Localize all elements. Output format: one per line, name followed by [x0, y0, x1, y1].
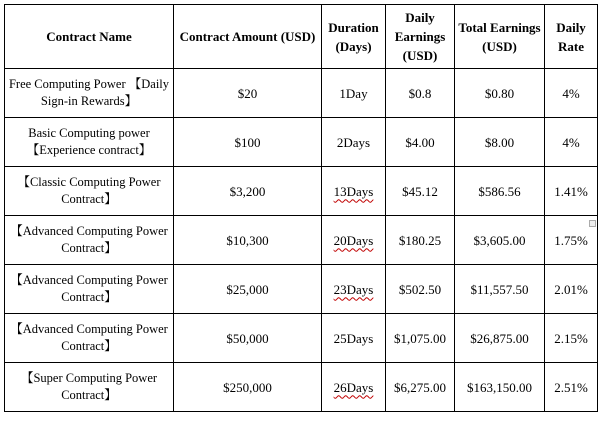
cell-daily-rate-text: 4%	[562, 85, 580, 101]
cell-total-earnings	[455, 314, 545, 363]
cell-contract-name-text: 【Super Computing Power Contract】	[20, 371, 158, 402]
header-daily-rate: Daily Rate	[545, 5, 598, 69]
cell-total-earnings	[455, 69, 545, 118]
cell-duration	[322, 118, 386, 167]
table-row	[5, 118, 598, 167]
table-body	[5, 69, 598, 412]
cell-contract-name	[5, 265, 174, 314]
cell-contract-amount-text: $100	[234, 134, 261, 150]
cell-daily-earnings-text: $6,275.00	[394, 379, 446, 395]
cell-daily-earnings	[386, 69, 455, 118]
cell-total-earnings-text: $11,557.50	[470, 281, 529, 297]
cell-contract-amount	[174, 363, 322, 412]
cell-total-earnings	[455, 167, 545, 216]
table-row	[5, 216, 598, 265]
cell-daily-earnings-text: $4.00	[405, 134, 435, 150]
header-daily-earnings: Daily Earnings (USD)	[386, 5, 455, 69]
cell-daily-earnings	[386, 118, 455, 167]
cell-duration-text: 20Days	[333, 232, 374, 248]
cell-contract-amount	[174, 118, 322, 167]
cell-daily-earnings	[386, 167, 455, 216]
cell-duration	[322, 69, 386, 118]
header-contract-amount: Contract Amount (USD)	[174, 5, 322, 69]
cell-duration	[322, 265, 386, 314]
cell-daily-earnings-text: $502.50	[398, 281, 442, 297]
table-row	[5, 69, 598, 118]
cell-contract-amount-text: $25,000	[226, 281, 269, 297]
cell-contract-name-text: 【Classic Computing Power Contract】	[17, 175, 161, 206]
cell-duration-text: 23Days	[333, 281, 374, 297]
cell-duration	[322, 363, 386, 412]
cell-daily-rate	[545, 167, 598, 216]
cell-duration-text: 26Days	[333, 379, 374, 395]
cell-contract-amount	[174, 265, 322, 314]
cell-daily-earnings	[386, 216, 455, 265]
cell-contract-name	[5, 314, 174, 363]
cell-contract-amount-text: $10,300	[226, 232, 269, 248]
cell-total-earnings	[455, 118, 545, 167]
cell-total-earnings-text: $586.56	[478, 183, 521, 199]
cell-contract-amount	[174, 69, 322, 118]
cell-daily-rate-text: 4%	[562, 134, 580, 150]
cell-contract-name-text: Free Computing Power 【Daily Sign-in Rewards】	[8, 77, 170, 108]
cell-daily-rate-text: 2.15%	[554, 330, 588, 346]
cell-contract-amount	[174, 314, 322, 363]
cell-daily-rate	[545, 118, 598, 167]
cell-contract-amount	[174, 167, 322, 216]
cell-daily-rate	[545, 69, 598, 118]
cell-total-earnings-text: $3,605.00	[473, 232, 526, 248]
cell-daily-rate-text: 2.01%	[554, 281, 588, 297]
cell-contract-name	[5, 69, 174, 118]
table-row	[5, 363, 598, 412]
cell-duration	[322, 216, 386, 265]
cell-contract-amount-text: $250,000	[223, 379, 272, 395]
cell-daily-earnings-text: $0.8	[408, 85, 432, 101]
cell-duration-text: 1Day	[339, 85, 368, 101]
cell-daily-earnings-text: $1,075.00	[394, 330, 446, 346]
resize-handle-icon[interactable]	[589, 220, 596, 227]
cell-daily-rate-text: 2.51%	[554, 379, 588, 395]
cell-daily-rate-text: 1.75%	[554, 232, 588, 248]
cell-daily-rate	[545, 265, 598, 314]
cell-daily-earnings	[386, 314, 455, 363]
cell-duration	[322, 314, 386, 363]
cell-daily-rate	[545, 314, 598, 363]
cell-contract-amount	[174, 216, 322, 265]
cell-daily-rate-text: 1.41%	[554, 183, 588, 199]
cell-contract-name	[5, 167, 174, 216]
cell-contract-name-text: 【Advanced Computing Power Contract】	[10, 273, 168, 304]
cell-total-earnings-text: $26,875.00	[470, 330, 529, 346]
cell-total-earnings-text: $8.00	[484, 134, 515, 150]
header-row	[5, 5, 598, 69]
cell-contract-name	[5, 363, 174, 412]
cell-contract-name-text: 【Advanced Computing Power Contract】	[10, 322, 168, 353]
cell-contract-amount-text: $50,000	[226, 330, 269, 346]
cell-duration-text: 25Days	[333, 330, 374, 346]
cell-daily-earnings	[386, 363, 455, 412]
table-row	[5, 167, 598, 216]
cell-contract-name-text: Basic Computing power 【Experience contract】	[26, 126, 152, 157]
header-total-earnings: Total Earnings (USD)	[455, 5, 545, 69]
table-row	[5, 314, 598, 363]
cell-contract-name-text: 【Advanced Computing Power Contract】	[10, 224, 168, 255]
cell-total-earnings	[455, 216, 545, 265]
cell-contract-amount-text: $3,200	[229, 183, 266, 199]
cell-contract-name	[5, 118, 174, 167]
cell-total-earnings-text: $0.80	[484, 85, 515, 101]
cell-daily-earnings-text: $45.12	[402, 183, 438, 199]
cell-duration-text: 13Days	[333, 183, 374, 199]
header-contract-name: Contract Name	[5, 5, 174, 69]
cell-total-earnings	[455, 363, 545, 412]
contract-table-wrapper	[4, 4, 597, 412]
cell-contract-amount-text: $20	[237, 85, 258, 101]
cell-duration-text: 2Days	[336, 134, 371, 150]
cell-daily-earnings	[386, 265, 455, 314]
header-duration: Duration (Days)	[322, 5, 386, 69]
cell-daily-earnings-text: $180.25	[398, 232, 442, 248]
table-row	[5, 265, 598, 314]
cell-total-earnings	[455, 265, 545, 314]
cell-contract-name	[5, 216, 174, 265]
cell-duration	[322, 167, 386, 216]
cell-daily-rate	[545, 363, 598, 412]
cell-total-earnings-text: $163,150.00	[467, 379, 532, 395]
contract-table	[4, 4, 598, 412]
